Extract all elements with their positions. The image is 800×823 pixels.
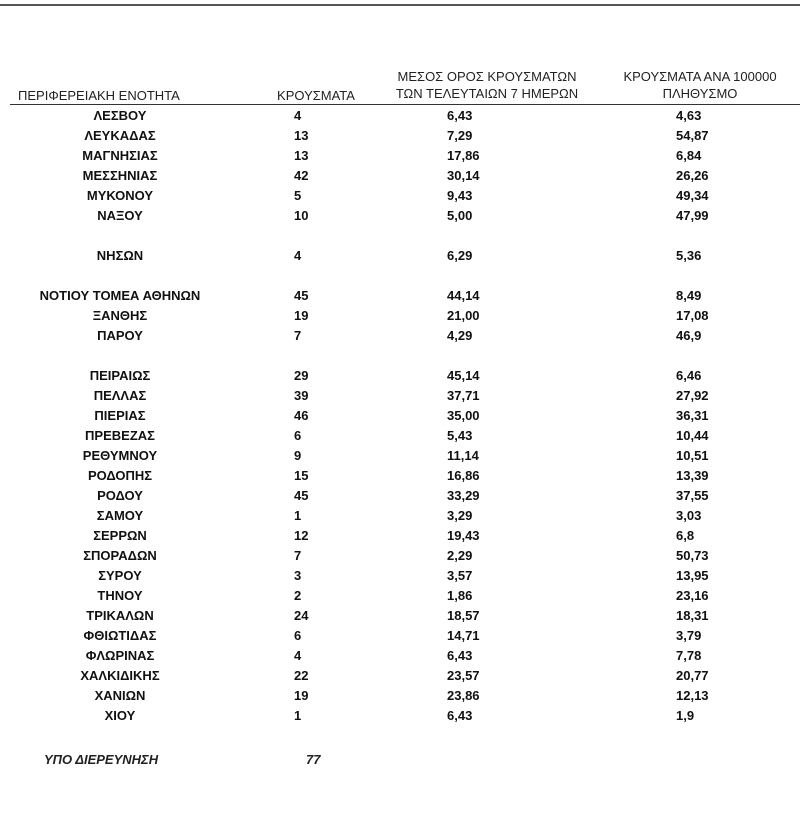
row-cases: 10: [294, 208, 309, 223]
row-avg-7-days: 6,43: [447, 708, 473, 723]
table-row: [0, 606, 800, 626]
row-cases: 4: [294, 648, 302, 663]
table-row: [0, 326, 800, 346]
row-avg-7-days: 21,00: [447, 308, 480, 323]
row-region: ΧΑΛΚΙΔΙΚΗΣ: [80, 668, 160, 683]
row-per-100000: 6,84: [676, 148, 702, 163]
row-region: ΣΥΡΟΥ: [98, 568, 142, 583]
table-row: [0, 306, 800, 326]
row-region: ΠΕΙΡΑΙΩΣ: [89, 368, 151, 383]
row-avg-7-days: 19,43: [447, 528, 480, 543]
row-per-100000: 23,16: [676, 588, 709, 603]
row-avg-7-days: 44,14: [447, 288, 480, 303]
table-row: [0, 526, 800, 546]
row-region: ΠΙΕΡΙΑΣ: [94, 408, 146, 423]
table-row: [0, 246, 800, 266]
row-region: ΠΑΡΟΥ: [97, 328, 143, 343]
row-cases: 12: [294, 528, 309, 543]
under-investigation-label: ΥΠΟ ΔΙΕΡΕΥΝΗΣΗ: [44, 752, 159, 767]
row-region: ΠΡΕΒΕΖΑΣ: [85, 428, 155, 443]
row-avg-7-days: 6,43: [447, 648, 473, 663]
row-per-100000: 36,31: [676, 408, 709, 423]
row-avg-7-days: 23,86: [447, 688, 480, 703]
row-per-100000: 37,55: [676, 488, 709, 503]
row-region: ΜΕΣΣΗΝΙΑΣ: [82, 168, 158, 183]
table-row: [0, 666, 800, 686]
header-rule: [10, 104, 800, 105]
row-per-100000: 54,87: [676, 128, 709, 143]
row-avg-7-days: 2,29: [447, 548, 473, 563]
header-per-100000: [600, 68, 800, 102]
row-avg-7-days: 45,14: [447, 368, 480, 383]
row-region: ΣΑΜΟΥ: [96, 508, 144, 523]
row-cases: 5: [294, 188, 302, 203]
table-row: [0, 546, 800, 566]
table-row: [0, 626, 800, 646]
row-avg-7-days: 7,29: [447, 128, 473, 143]
cases-table: [0, 106, 800, 726]
row-avg-7-days: 37,71: [447, 388, 480, 403]
table-row: [0, 186, 800, 206]
table-row: [0, 706, 800, 726]
row-cases: 24: [294, 608, 309, 623]
row-per-100000: 10,44: [676, 428, 709, 443]
row-per-100000: 17,08: [676, 308, 709, 323]
row-cases: 19: [294, 688, 309, 703]
row-cases: 9: [294, 448, 302, 463]
table-row: [0, 406, 800, 426]
row-region: ΡΕΘΥΜΝΟΥ: [82, 448, 158, 463]
table-row: [0, 566, 800, 586]
row-region: ΛΕΥΚΑΔΑΣ: [84, 128, 156, 143]
row-avg-7-days: 6,43: [447, 108, 473, 123]
row-per-100000: 13,39: [676, 468, 709, 483]
top-rule: [0, 4, 800, 6]
row-cases: 29: [294, 368, 309, 383]
row-region: ΜΥΚΟΝΟΥ: [86, 188, 154, 203]
row-per-100000: 46,9: [676, 328, 702, 343]
table-row: [0, 686, 800, 706]
row-avg-7-days: 11,14: [447, 448, 479, 463]
row-cases: 13: [294, 148, 309, 163]
row-per-100000: 8,49: [676, 288, 702, 303]
row-per-100000: 18,31: [676, 608, 709, 623]
row-region: ΤΗΝΟΥ: [97, 588, 143, 603]
row-cases: 42: [294, 168, 309, 183]
row-avg-7-days: 33,29: [447, 488, 480, 503]
row-avg-7-days: 35,00: [447, 408, 480, 423]
row-per-100000: 4,63: [676, 108, 702, 123]
row-per-100000: 3,03: [676, 508, 702, 523]
row-avg-7-days: 30,14: [447, 168, 480, 183]
row-region: ΠΕΛΛΑΣ: [93, 388, 147, 403]
row-region: ΝΑΞΟΥ: [97, 208, 143, 223]
row-avg-7-days: 23,57: [447, 668, 480, 683]
row-avg-7-days: 5,00: [447, 208, 473, 223]
row-per-100000: 26,26: [676, 168, 709, 183]
table-row: [0, 166, 800, 186]
row-cases: 7: [294, 548, 302, 563]
row-region: ΤΡΙΚΑΛΩΝ: [86, 608, 154, 623]
row-cases: 4: [294, 248, 302, 263]
header-cases: ΚΡΟΥΣΜΑΤΑ: [277, 88, 355, 103]
header-per-line1: ΚΡΟΥΣΜΑΤΑ ΑΝΑ 100000: [623, 69, 777, 84]
row-avg-7-days: 16,86: [447, 468, 480, 483]
row-cases: 2: [294, 588, 302, 603]
row-cases: 22: [294, 668, 309, 683]
table-row: [0, 426, 800, 446]
row-per-100000: 50,73: [676, 548, 709, 563]
row-per-100000: 6,46: [676, 368, 702, 383]
row-region: ΡΟΔΟΠΗΣ: [87, 468, 153, 483]
row-cases: 15: [294, 468, 309, 483]
table-row: [0, 486, 800, 506]
row-region: ΧΙΟΥ: [104, 708, 136, 723]
table-row: [0, 586, 800, 606]
row-per-100000: 13,95: [676, 568, 709, 583]
row-avg-7-days: 1,86: [447, 588, 473, 603]
row-region: ΝΟΤΙΟΥ ΤΟΜΕΑ ΑΘΗΝΩΝ: [39, 288, 201, 303]
row-region: ΣΕΡΡΩΝ: [93, 528, 147, 543]
row-cases: 46: [294, 408, 309, 423]
row-region: ΦΘΙΩΤΙΔΑΣ: [83, 628, 157, 643]
row-cases: 19: [294, 308, 309, 323]
table-row: [0, 466, 800, 486]
header-per-line2: ΠΛΗΘΥΣΜΟ: [662, 86, 738, 101]
row-cases: 6: [294, 628, 302, 643]
row-avg-7-days: 3,29: [447, 508, 473, 523]
row-cases: 7: [294, 328, 302, 343]
row-region: ΜΑΓΝΗΣΙΑΣ: [82, 148, 158, 163]
row-region: ΞΑΝΘΗΣ: [92, 308, 148, 323]
row-per-100000: 27,92: [676, 388, 709, 403]
table-row: [0, 446, 800, 466]
table-row: [0, 506, 800, 526]
row-per-100000: 49,34: [676, 188, 709, 203]
row-region: ΛΕΣΒΟΥ: [93, 108, 147, 123]
table-row: [0, 146, 800, 166]
header-avg-line2: ΤΩΝ ΤΕΛΕΥΤΑΙΩΝ 7 ΗΜΕΡΩΝ: [395, 86, 579, 101]
row-avg-7-days: 3,57: [447, 568, 473, 583]
row-avg-7-days: 9,43: [447, 188, 473, 203]
row-cases: 4: [294, 108, 302, 123]
row-cases: 1: [294, 708, 302, 723]
header-avg-line1: ΜΕΣΟΣ ΟΡΟΣ ΚΡΟΥΣΜΑΤΩΝ: [397, 69, 577, 84]
row-cases: 13: [294, 128, 309, 143]
row-avg-7-days: 4,29: [447, 328, 473, 343]
table-row: [0, 386, 800, 406]
table-row: [0, 126, 800, 146]
row-per-100000: 7,78: [676, 648, 702, 663]
row-per-100000: 10,51: [676, 448, 709, 463]
row-avg-7-days: 18,57: [447, 608, 480, 623]
row-avg-7-days: 14,71: [447, 628, 480, 643]
row-per-100000: 20,77: [676, 668, 709, 683]
table-row: [0, 106, 800, 126]
table-row: [0, 646, 800, 666]
row-cases: 45: [294, 288, 309, 303]
table-row: [0, 206, 800, 226]
row-avg-7-days: 17,86: [447, 148, 480, 163]
row-per-100000: 6,8: [676, 528, 695, 543]
row-cases: 1: [294, 508, 302, 523]
row-cases: 3: [294, 568, 302, 583]
table-row: [0, 286, 800, 306]
row-per-100000: 12,13: [676, 688, 709, 703]
row-region: ΡΟΔΟΥ: [97, 488, 143, 503]
table-row: [0, 366, 800, 386]
header-region: ΠΕΡΙΦΕΡΕΙΑΚΗ ΕΝΟΤΗΤΑ: [18, 88, 180, 103]
row-cases: 6: [294, 428, 302, 443]
row-per-100000: 47,99: [676, 208, 709, 223]
row-avg-7-days: 6,29: [447, 248, 473, 263]
row-cases: 45: [294, 488, 309, 503]
row-avg-7-days: 5,43: [447, 428, 473, 443]
row-region: ΝΗΣΩΝ: [96, 248, 144, 263]
header-avg-7-days: [380, 68, 594, 102]
row-per-100000: 1,9: [676, 708, 695, 723]
under-investigation-value: 77: [306, 752, 321, 767]
row-per-100000: 3,79: [676, 628, 702, 643]
row-cases: 39: [294, 388, 309, 403]
row-region: ΦΛΩΡΙΝΑΣ: [85, 648, 155, 663]
row-region: ΧΑΝΙΩΝ: [94, 688, 146, 703]
row-region: ΣΠΟΡΑΔΩΝ: [83, 548, 157, 563]
row-per-100000: 5,36: [676, 248, 702, 263]
